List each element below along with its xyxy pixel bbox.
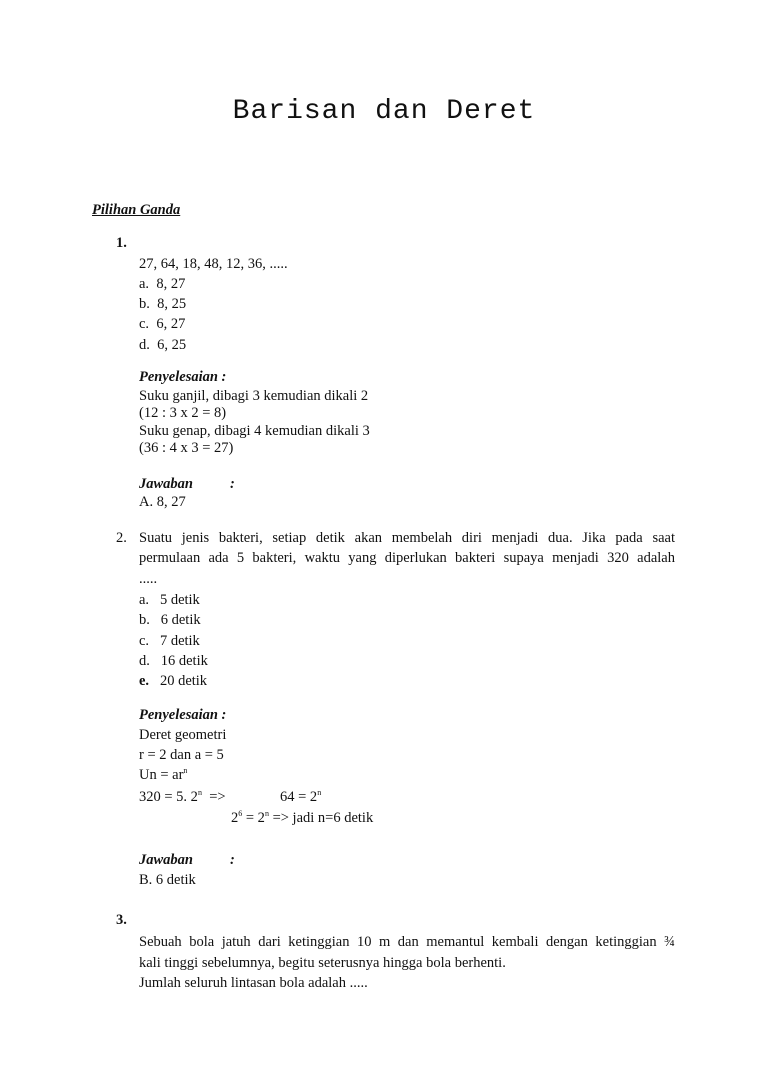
q2-option-d: [139, 654, 208, 670]
formula-exponent: n: [197, 788, 202, 798]
question-1-number: 1.: [116, 235, 127, 251]
option-text: 6, 25: [157, 337, 187, 353]
formula-part: 64 = 2: [280, 789, 318, 805]
q1-solution-line: (12 : 3 x 2 = 8): [139, 405, 227, 421]
question-1-text: 27, 64, 18, 48, 12, 36, .....: [139, 256, 288, 272]
q2-option-b: [139, 613, 201, 629]
formula-exponent: n: [183, 766, 188, 776]
q2-option-e: [139, 674, 207, 690]
q2-answer-colon: :: [230, 852, 235, 868]
q1-answer: A. 8, 27: [139, 494, 186, 510]
q2-option-a: [139, 593, 200, 609]
question-2-text-line: Suatu jenis bakteri, setiap detik akan membelah diri menjadi dua. Jika pada saat: [139, 530, 675, 546]
q1-option-a: [139, 277, 185, 293]
option-text: 7 detik: [159, 633, 200, 649]
q1-option-b: [139, 297, 186, 313]
option-letter: d.: [139, 337, 150, 353]
q2-solution-line: [231, 811, 373, 827]
formula-exponent: 6: [238, 809, 243, 819]
q1-answer-colon: :: [230, 476, 235, 492]
formula-exponent: n: [264, 809, 269, 819]
option-text: 6, 27: [156, 316, 186, 332]
q2-answer: B. 6 detik: [139, 872, 196, 888]
option-letter: b.: [139, 612, 150, 628]
q1-option-d: [139, 338, 186, 354]
formula-base: Un = ar: [139, 767, 184, 783]
section-heading: Pilihan Ganda: [92, 202, 181, 218]
formula-part: 320 = 5. 2: [139, 789, 198, 805]
option-text: 5 detik: [159, 592, 200, 608]
q1-option-c: [139, 317, 185, 333]
option-letter: b.: [139, 296, 150, 312]
formula-part: => jadi n=6 detik: [268, 810, 374, 826]
question-2-text-line: .....: [139, 571, 158, 587]
option-letter: a.: [139, 276, 150, 292]
option-text: 8, 27: [156, 276, 186, 292]
formula-part: = 2: [242, 810, 265, 826]
option-letter: c.: [139, 316, 150, 332]
q2-solution-line: [139, 768, 187, 784]
q1-solution-line: Suku ganjil, dibagi 3 kemudian dikali 2: [139, 388, 369, 404]
option-text: 8, 25: [157, 296, 187, 312]
formula-exponent: n: [317, 788, 322, 798]
option-letter: d.: [139, 653, 150, 669]
question-3-text-line: Sebuah bola jatuh dari ketinggian 10 m dan memantul kembali dengan ketinggian ¾: [139, 934, 675, 950]
arrow-symbol: =>: [209, 789, 226, 805]
q2-solution-line: [280, 790, 321, 806]
page-title: Barisan dan Deret: [232, 96, 536, 127]
formula-part: 2: [231, 810, 239, 826]
q2-solution-line: r = 2 dan a = 5: [139, 747, 224, 763]
q1-answer-label: Jawaban: [139, 476, 193, 492]
question-2-number: 2.: [116, 530, 127, 546]
option-letter: c.: [139, 633, 150, 649]
q1-solution-line: Suku genap, dibagi 4 kemudian dikali 3: [139, 423, 370, 439]
question-3-text-line: kali tinggi sebelumnya, begitu seterusnya hingga bola berhenti.: [139, 955, 506, 971]
q2-solution-line: Deret geometri: [139, 727, 227, 743]
option-letter: e.: [139, 673, 150, 689]
question-3-number: 3.: [116, 912, 127, 928]
question-3-text-line: Jumlah seluruh lintasan bola adalah .....: [139, 975, 368, 991]
option-text: 6 detik: [160, 612, 201, 628]
q2-option-c: [139, 634, 200, 650]
q1-solution-label: Penyelesaian :: [139, 369, 227, 385]
option-text: 16 detik: [160, 653, 208, 669]
question-2-text-line: permulaan ada 5 bakteri, waktu yang diperlukan bakteri supaya menjadi 320 adalah: [139, 550, 675, 566]
q2-solution-line: [139, 790, 226, 806]
option-text: 20 detik: [159, 673, 208, 689]
q2-answer-label: Jawaban: [139, 852, 193, 868]
option-letter: a.: [139, 592, 150, 608]
q2-solution-label: Penyelesaian :: [139, 707, 227, 723]
q1-solution-line: (36 : 4 x 3 = 27): [139, 440, 234, 456]
